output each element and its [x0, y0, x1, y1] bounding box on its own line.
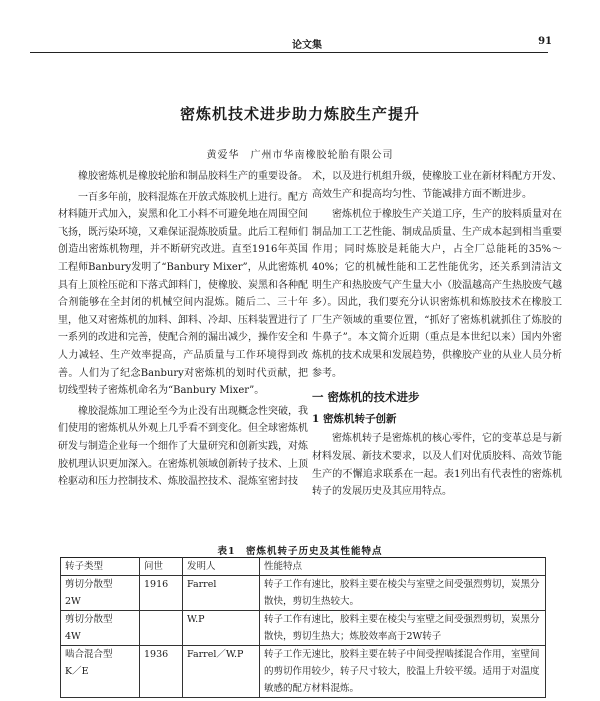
- subsection-heading: 1 密炼机转子创新: [312, 412, 397, 425]
- body-paragraph: 密炼机位于橡胶生产关道工序，生产的胶料质量对在制品加工工艺性能、制成品质量、生产成本起到相当重要作用；同时炼胶是耗能大户，占全厂总能耗的35%～40%；它的机械性能和工艺性能优劣，还关系到清洁文明生产和热胶废气产生量大小（胶温越高产生热胶废气越多）。因此，我们要充分认识密炼机和炼胶技术在橡胶工厂生产领域的重要位置，“抓好了密炼机就抓住了炼胶的牛鼻子”。本文简介近期（重点是本世纪以来）国内外密炼机的技术成果和发展趋势，供橡胶产业的从业人员分析参考。: [312, 209, 562, 379]
- article-title: 密炼机技术进步助力炼胶生产提升: [179, 105, 420, 123]
- year-cell: 1916: [140, 576, 183, 611]
- rotor-type-cell: 剪切分散型 4W: [61, 611, 140, 646]
- author-affiliation: 黄爱华 广州市华南橡胶轮胎有限公司: [206, 150, 394, 161]
- section-heading: 一 密炼机的技术进步: [312, 390, 420, 405]
- rotor-type-cell: 啮合混合型 K／E: [61, 646, 140, 698]
- inventor-cell: Farrel: [183, 576, 260, 611]
- body-paragraph: 术，以及进行机组升级，使橡胶工业在新材料配方开发、高效生产和提高均匀性、节能减排方面不断进步。: [312, 171, 562, 200]
- table-row: [61, 611, 546, 646]
- features-cell: 转子工作有速比，胶料主要在棱尖与室壁之间受强烈剪切，炭黑分散快，剪切生热较大。: [260, 576, 546, 611]
- year-cell: 1936: [140, 646, 183, 698]
- right-column: [312, 168, 562, 504]
- section-label: 论文集: [292, 40, 322, 51]
- body-paragraph: 密炼机转子是密炼机的核心零件，它的变革总是与新材料发展、新技术要求，以及人们对优质胶料、高效节能生产的不懈追求联系在一起。表1列出有代表性的密炼机转子的发展历史及其应用特点。: [312, 433, 562, 498]
- table-header-row: [61, 558, 546, 576]
- column-header: 问世: [140, 558, 183, 576]
- body-paragraph: 一百多年前，胶料混炼在开放式炼胶机上进行。配方材料随开式加入，炭黑和化工小料不可避免地在周围空间飞扬，既污染环境，又难保证混炼胶质量。此后工程师们创造出密炼机物理，并不断研究改进。直至1916年英国工程师Banbury发明了“Banbury Mixer”，从此密炼机具有上顶栓压砣和下落式卸料门，使橡胶、炭黑和各种配合剂能够在全封闭的机械空间内混炼。随后二、三十年里，他又对密炼机的加料、卸料、冷却、压料装置进行了一系列的改进和完善，使配合剂的漏出减少，操作安全和人力减轻、生产效率提高，产品质量与工作环境得到改善。人们为了纪念Banbury对密炼机的划时代贡献，把切线型转子密炼机命名为“Banbury Mixer”。: [58, 191, 308, 397]
- column-header: 发明人: [183, 558, 260, 576]
- inventor-cell: Farrel／W.P: [183, 646, 260, 698]
- table-row: [61, 576, 546, 611]
- column-header: 转子类型: [61, 558, 140, 576]
- page-number: 91: [538, 36, 552, 47]
- column-header: 性能特点: [260, 558, 546, 576]
- year-cell: [140, 611, 183, 646]
- body-paragraph: 橡胶混炼加工理论至今为止没有出现概念性突破，我们使用的密炼机从外观上几乎看不到变化。但全球密炼机研发与制造企业每一个细作了大量研究和创新实践，对炼胶机理认识更加深入。在密炼机领域创新转子技术、上顶栓驱动和压力控制技术、炼胶温控技术、混炼室密封技: [58, 405, 308, 488]
- rotor-history-table: [60, 557, 546, 698]
- rotor-type-cell: 剪切分散型 2W: [61, 576, 140, 611]
- table-caption: 表1 密炼机转子历史及其性能特点: [217, 546, 383, 557]
- table-row: [61, 646, 546, 698]
- inventor-cell: W.P: [183, 611, 260, 646]
- body-paragraph: 橡胶密炼机是橡胶轮胎和制品胶料生产的重要设备。: [78, 171, 308, 182]
- features-cell: 转子工作无速比，胶料主要在转子中间受捏啮揉混合作用，室壁间的剪切作用较少，转子尺寸较大，胶温上升较平缓。适用于对温度敏感的配方材料混炼。: [260, 646, 546, 698]
- running-header: [30, 36, 552, 53]
- left-column: [58, 168, 308, 494]
- features-cell: 转子工作有速比，胶料主要在棱尖与室壁之间受强烈剪切，炭黑分散快，剪切生热大；炼胶效率高于2W转子: [260, 611, 546, 646]
